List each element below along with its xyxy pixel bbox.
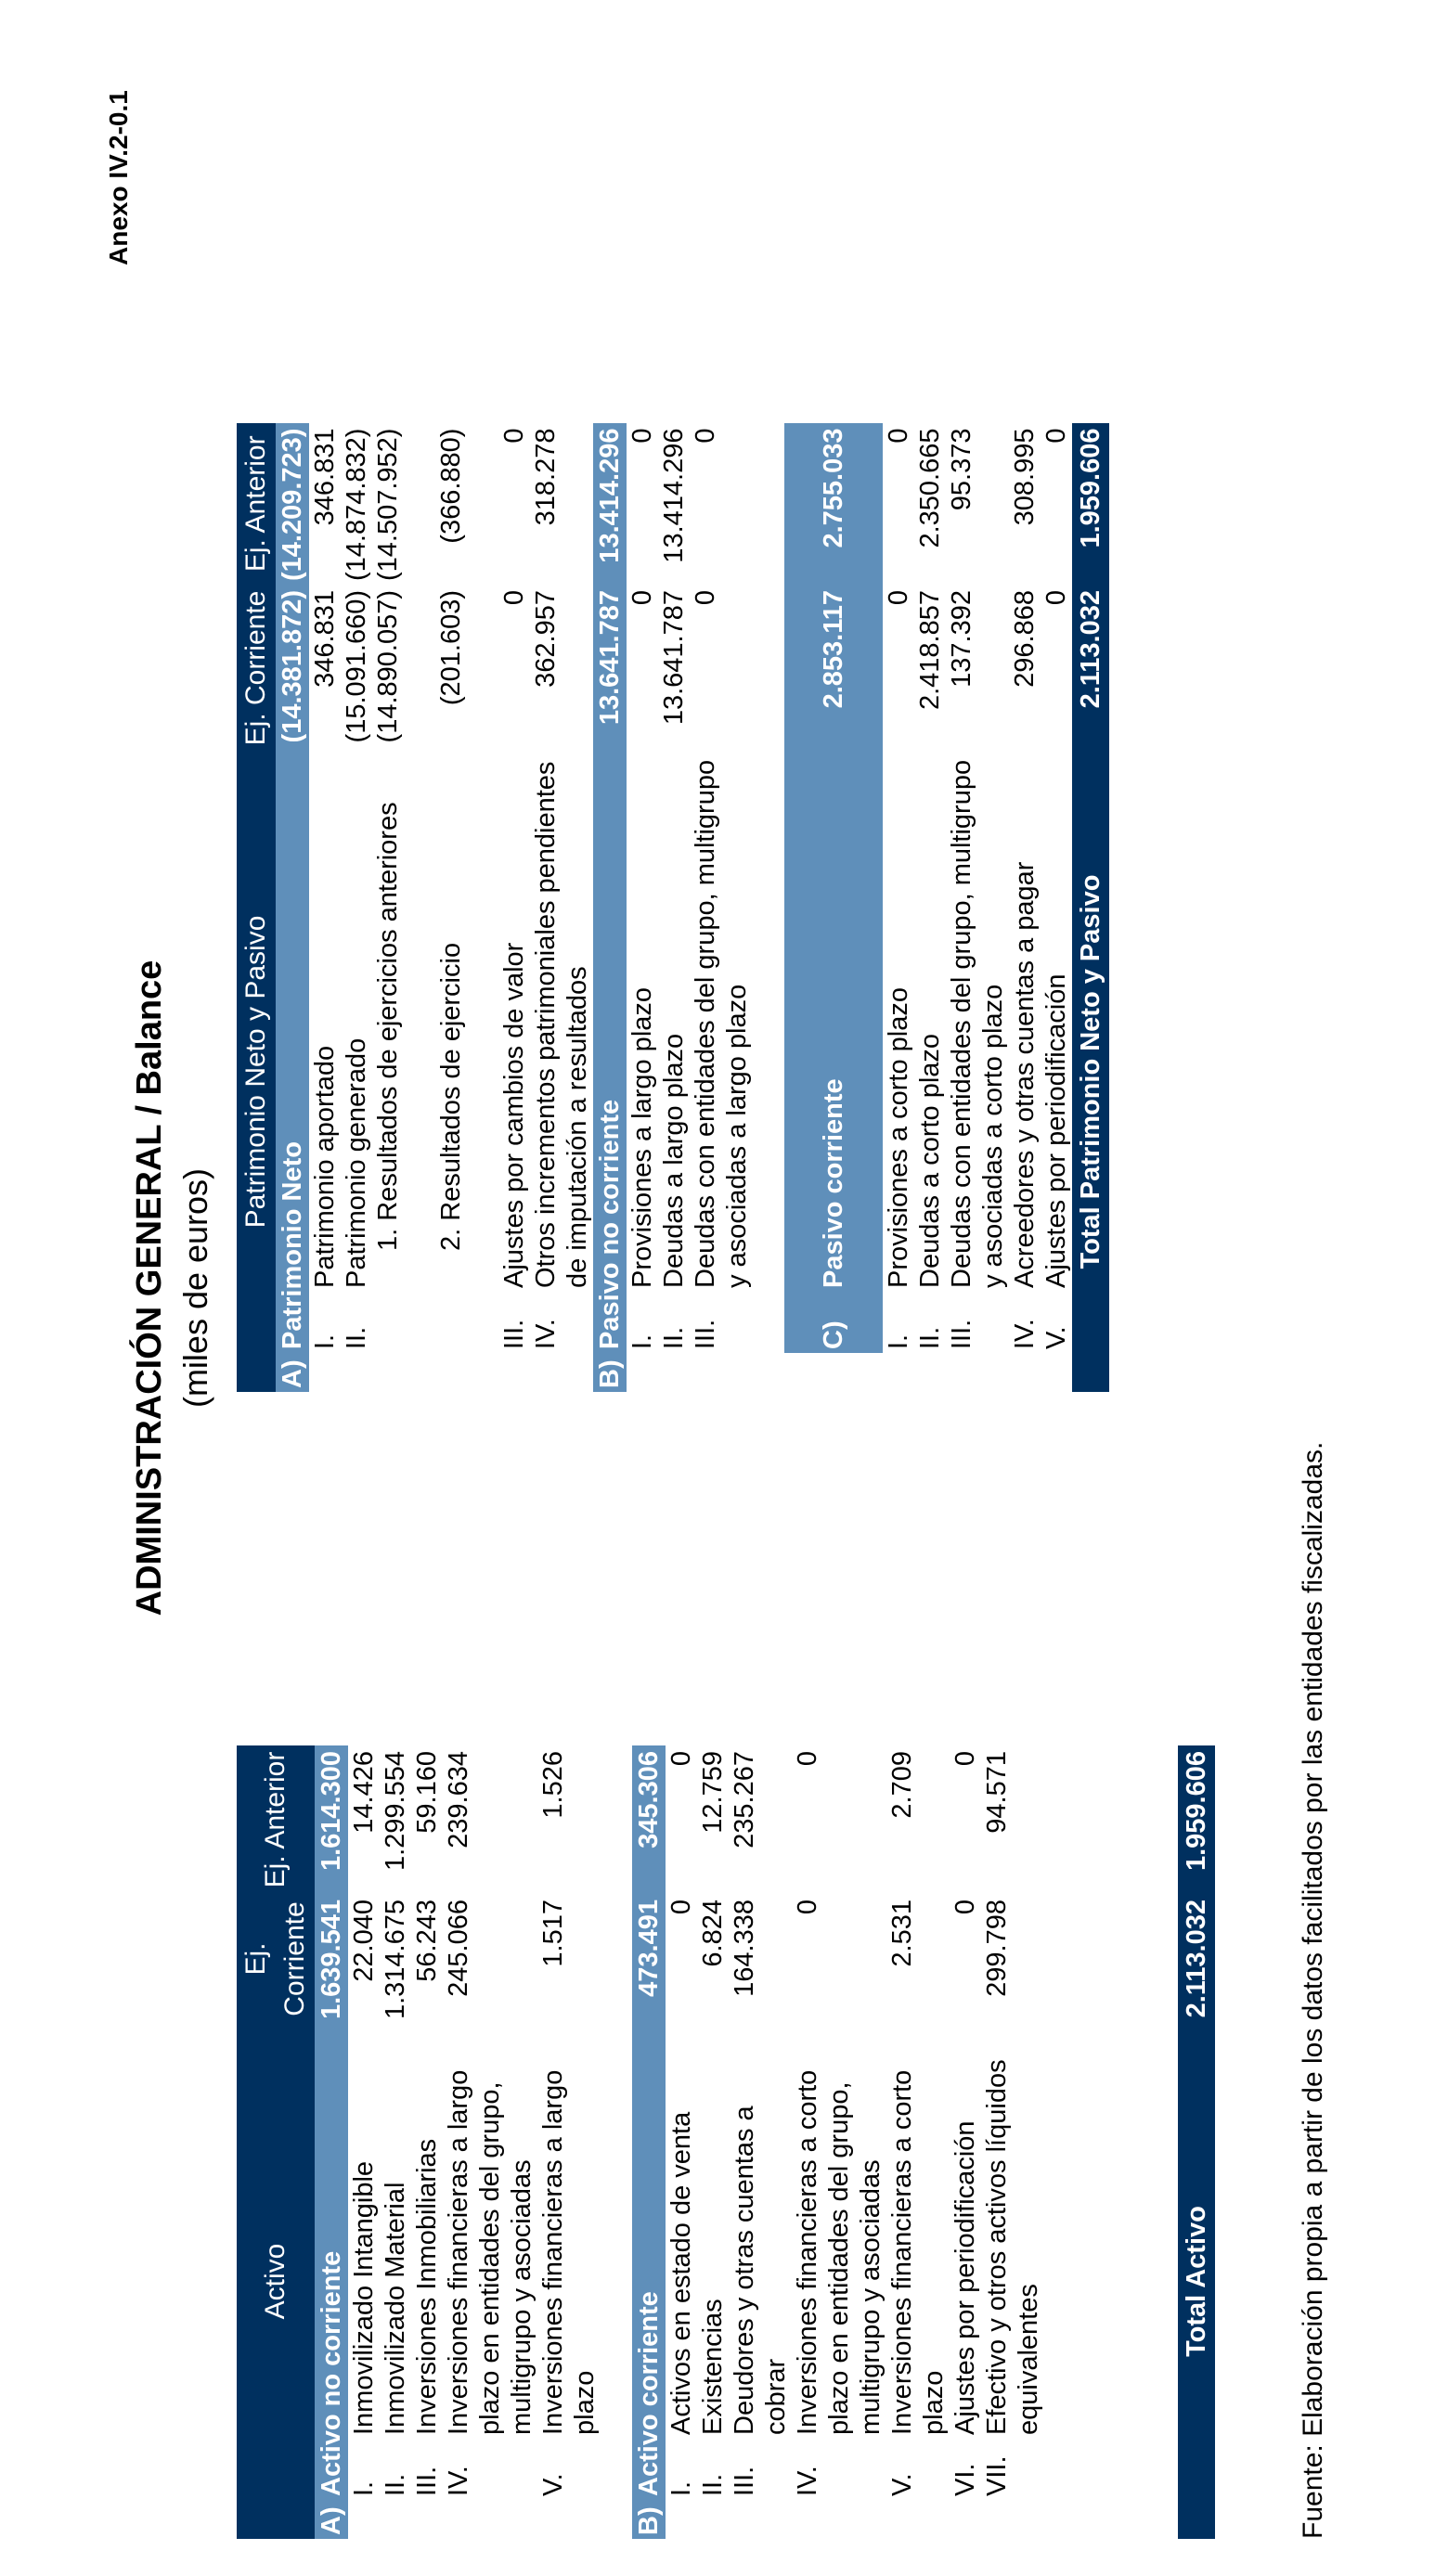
activo-header-row [237, 1745, 315, 2539]
row-label: 1. Resultados de ejercicios anteriores [373, 802, 403, 1251]
table-row [950, 1745, 981, 2539]
pasivo-corriente-row [784, 423, 883, 1392]
table-row [411, 1745, 443, 2539]
row-previous: 94.571 [982, 1751, 1012, 1834]
row-label: Patrimonio aportado [310, 1045, 340, 1288]
table-row [666, 1745, 697, 2539]
activo-header-previous: Ej. Anterior [237, 1745, 315, 1894]
row-previous: 0 [950, 1751, 980, 1767]
row-label: 2. Resultados de ejercicio [436, 942, 466, 1251]
activo-header-label: Activo [237, 2024, 315, 2539]
row-current: 6.824 [698, 1900, 728, 1967]
row-roman: III. [499, 1319, 529, 1349]
section-previous: 1.614.300 [315, 1745, 348, 1894]
row-roman: II. [698, 2473, 728, 2496]
section-letter: B) [632, 2500, 666, 2539]
row-roman: VI. [950, 2463, 980, 2496]
row-current: 362.957 [531, 590, 561, 688]
row-previous: 1.299.554 [381, 1751, 410, 1872]
row-current: 1.517 [538, 1900, 568, 1967]
table-row [792, 1745, 886, 2539]
section-previous: 13.414.296 [593, 423, 627, 585]
row-label: Inversiones financieras a largo plazo [538, 2069, 600, 2435]
row-roman: II. [381, 2473, 410, 2496]
activo-corriente-row [632, 1745, 666, 2539]
row-previous: 318.278 [531, 428, 561, 526]
row-roman: V. [887, 2473, 917, 2496]
section-current: (14.381.872) [276, 585, 309, 752]
section-label: Pasivo corriente [784, 752, 883, 1292]
source-note: Fuente: Elaboración propia a partir de los datos facilitados por las entidades fiscalizadas. [1298, 1441, 1328, 2539]
row-roman: IV. [531, 1319, 561, 1349]
row-label: Ajustes por periodificación [1041, 973, 1071, 1288]
section-letter: B) [593, 1353, 627, 1392]
row-label: Existencias [698, 2299, 728, 2435]
row-previous: 12.759 [698, 1751, 728, 1834]
spacer-row [404, 423, 435, 1392]
row-roman: I. [310, 1333, 340, 1349]
row-roman: III. [730, 2466, 759, 2496]
row-label: Otros incrementos patrimoniales pendientes de imputación a resultados [531, 761, 592, 1288]
row-current: 299.798 [982, 1900, 1012, 1997]
row-label: Patrimonio generado [342, 1037, 371, 1288]
row-previous: 239.634 [444, 1751, 473, 1848]
row-current: 296.868 [1010, 590, 1040, 688]
row-current: 13.641.787 [659, 590, 689, 726]
row-current: 164.338 [730, 1900, 759, 1997]
total-current: 2.113.032 [1178, 1894, 1215, 2024]
row-label: Ajustes por cambios de valor [499, 942, 529, 1288]
row-previous: 235.267 [730, 1751, 759, 1848]
pasivo-no-corriente-row [593, 423, 627, 1392]
row-roman: II. [342, 1326, 371, 1349]
row-previous: 59.160 [412, 1751, 442, 1834]
table-row [1041, 423, 1072, 1392]
row-current: 2.531 [887, 1900, 917, 1967]
row-current: 245.066 [444, 1900, 473, 1997]
pasivo-header-current: Ej. Corriente [237, 585, 276, 752]
activo-table [237, 1745, 1215, 2539]
row-label: Inversiones financieras a corto plazo [887, 2069, 949, 2435]
row-current: (201.603) [436, 590, 466, 706]
row-roman: VII. [982, 2455, 1012, 2496]
table-row [309, 423, 341, 1392]
row-current: 137.392 [947, 590, 976, 688]
table-row [348, 1745, 380, 2539]
row-previous: 0 [1041, 428, 1071, 444]
row-previous: 95.373 [947, 428, 976, 511]
row-current: 0 [793, 1900, 822, 1915]
total-previous: 1.959.606 [1178, 1745, 1215, 1894]
table-row [530, 423, 593, 1392]
row-current: 0 [691, 590, 720, 606]
row-label: Deudas a largo plazo [659, 1033, 689, 1288]
pasivo-total-row [1072, 423, 1109, 1392]
table-row [729, 1745, 792, 2539]
table-row [435, 423, 467, 1392]
row-roman: II. [915, 1326, 945, 1349]
total-current: 2.113.032 [1072, 585, 1109, 752]
activo-no-corriente-row [315, 1745, 348, 2539]
section-current: 13.641.787 [593, 585, 627, 752]
row-label: Deudas con entidades del grupo, multigrupo y asociadas a largo plazo [691, 759, 752, 1288]
pasivo-header-label: Patrimonio Neto y Pasivo [237, 752, 276, 1392]
row-roman: V. [1041, 1326, 1071, 1349]
row-label: Deudores y otras cuentas a cobrar [730, 2106, 791, 2435]
spacer-row [601, 1745, 632, 2539]
row-previous: 308.995 [1010, 428, 1040, 526]
page-title: ADMINISTRACIÓN GENERAL / Balance [130, 960, 169, 1616]
row-current: 56.243 [412, 1900, 442, 1982]
row-previous: 0 [691, 428, 720, 444]
total-label: Total Activo [1178, 2024, 1215, 2539]
section-current: 2.853.117 [784, 585, 883, 752]
row-previous: 0 [793, 1751, 822, 1767]
section-previous: 345.306 [632, 1745, 666, 1894]
row-roman: III. [691, 1319, 720, 1349]
section-label: Pasivo no corriente [593, 752, 627, 1353]
row-label: Inmovilizado Intangible [349, 2160, 379, 2435]
row-previous: 0 [666, 1751, 696, 1767]
section-previous: 2.755.033 [784, 423, 883, 585]
table-row [1009, 423, 1041, 1392]
row-label: Provisiones a corto plazo [884, 987, 913, 1288]
row-label: Inmovilizado Material [381, 2182, 410, 2435]
patrimonio-neto-row [276, 423, 309, 1392]
row-label: Activos en estado de venta [666, 2111, 696, 2435]
table-row [443, 1745, 537, 2539]
table-row [498, 423, 530, 1392]
row-label: Deudas con entidades del grupo, multigrupo y asociadas a corto plazo [947, 759, 1008, 1288]
table-row [914, 423, 946, 1392]
total-label: Total Patrimonio Neto y Pasivo [1072, 752, 1109, 1392]
row-current: 0 [627, 590, 657, 606]
section-label: Activo corriente [632, 2024, 666, 2500]
row-current: 0 [1041, 590, 1071, 606]
section-label: Patrimonio Neto [276, 752, 309, 1353]
row-previous: 0 [627, 428, 657, 444]
row-previous: (14.874.832) [342, 428, 371, 581]
row-current: 2.418.857 [915, 590, 945, 711]
table-row [380, 1745, 411, 2539]
spacer-row [467, 423, 498, 1392]
table-row [883, 423, 914, 1392]
row-roman: I. [666, 2480, 696, 2496]
row-previous: 2.709 [887, 1751, 917, 1819]
row-current: 22.040 [349, 1900, 379, 1982]
row-roman: V. [538, 2473, 568, 2496]
pasivo-header-previous: Ej. Anterior [237, 423, 276, 585]
row-previous: 1.526 [538, 1751, 568, 1819]
row-previous: 346.831 [310, 428, 340, 526]
row-previous: 0 [499, 428, 529, 444]
table-row [697, 1745, 729, 2539]
row-current: (14.890.057) [373, 590, 403, 743]
row-previous: 13.414.296 [659, 428, 689, 563]
total-previous: 1.959.606 [1072, 423, 1109, 585]
row-current: 0 [666, 1900, 696, 1915]
row-roman [372, 1292, 404, 1353]
row-label: Deudas a corto plazo [915, 1033, 945, 1288]
table-row [886, 1745, 950, 2539]
row-label: Provisiones a largo plazo [627, 986, 657, 1288]
section-current: 473.491 [632, 1894, 666, 2024]
row-roman: III. [947, 1319, 976, 1349]
row-roman: III. [412, 2466, 442, 2496]
section-current: 1.639.541 [315, 1894, 348, 2024]
pasivo-table [237, 423, 1109, 1392]
table-row [372, 423, 404, 1392]
row-roman: IV. [1010, 1319, 1040, 1349]
row-current: 346.831 [310, 590, 340, 688]
row-roman: IV. [793, 2466, 822, 2496]
row-previous: 2.350.665 [915, 428, 945, 548]
section-label: Activo no corriente [315, 2024, 348, 2500]
table-row [658, 423, 690, 1392]
row-roman: IV. [444, 2466, 473, 2496]
row-roman: II. [659, 1326, 689, 1349]
annex-label: Anexo IV.2-0.1 [104, 90, 133, 265]
row-previous: (14.507.952) [373, 428, 403, 581]
row-roman [435, 1292, 467, 1353]
row-label: Efectivo y otros activos líquidos equivalentes [982, 2059, 1043, 2435]
row-label: Inversiones financieras a largo plazo en entidades del grupo, multigrupo y asociadas [444, 2069, 537, 2435]
activo-header-current: Ej. Corriente [237, 1894, 315, 2024]
row-previous: 14.426 [349, 1751, 379, 1834]
section-letter: C) [784, 1292, 883, 1353]
table-row [690, 423, 753, 1392]
table-row [537, 1745, 601, 2539]
row-label: Inversiones Inmobiliarias [412, 2138, 442, 2435]
table-row [627, 423, 658, 1392]
spacer-row [1044, 1745, 1178, 2539]
row-current: 1.314.675 [381, 1900, 410, 2020]
row-label: Inversiones financieras a corto plazo en entidades del grupo, multigrupo y asociadas [793, 2069, 886, 2435]
row-label: Acreedores y otras cuentas a pagar [1010, 861, 1040, 1288]
section-previous: (14.209.723) [276, 423, 309, 585]
activo-total-row [1178, 1745, 1215, 2539]
row-current: 0 [499, 590, 529, 606]
row-roman: I. [627, 1333, 657, 1349]
table-row [946, 423, 1009, 1392]
page-subtitle: (miles de euros) [176, 1167, 214, 1409]
pasivo-header-row [237, 423, 276, 1392]
row-current: (15.091.660) [342, 590, 371, 743]
row-roman: I. [884, 1333, 913, 1349]
row-previous: 0 [884, 428, 913, 444]
row-current: 0 [884, 590, 913, 606]
section-letter: A) [315, 2500, 348, 2539]
spacer-row [753, 423, 784, 1392]
table-row [341, 423, 372, 1392]
row-roman: I. [349, 2480, 379, 2496]
row-current: 0 [950, 1900, 980, 1915]
row-previous: (366.880) [436, 428, 466, 544]
row-label: Ajustes por periodificación [950, 2120, 980, 2435]
table-row [981, 1745, 1044, 2539]
section-letter: A) [276, 1353, 309, 1392]
